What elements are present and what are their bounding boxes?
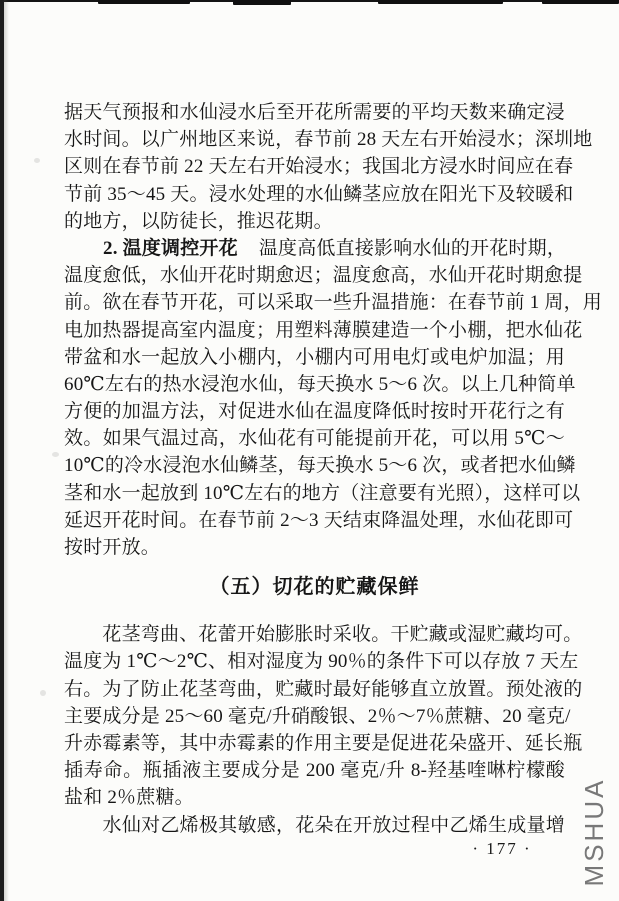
- text-line: 延迟开花时间。在春节前 2～3 天结束降温处理，水仙花即可: [64, 509, 574, 531]
- scan-edge-top-blob: [98, 0, 190, 4]
- text-line: 带盆和水一起放入小棚内，小棚内可用电灯或电炉加温；用: [64, 346, 565, 368]
- text-line: 据天气预报和水仙浸水后至开花所需要的平均天数来确定浸: [64, 102, 565, 123]
- text-line: 升赤霉素等，其中赤霉素的作用主要是促进花朵盛开、延长瓶: [64, 732, 583, 754]
- text-line: 右。为了防止花茎弯曲，贮藏时最好能够直立放置。预处液的: [64, 678, 583, 700]
- paragraph-storage-solution: [64, 621, 583, 811]
- text-line: 电加热器提高室内温度；用塑料薄膜建造一个小棚，把水仙花: [64, 319, 583, 341]
- text-line: 插寿命。瓶插液主要成分是 200 毫克/升 8-羟基喹啉柠檬酸: [64, 760, 565, 782]
- scan-edge-top: [0, 0, 619, 2]
- text-line: 区则在春节前 22 天左右开始浸水；我国北方浸水时间应在春: [64, 156, 574, 178]
- text-line: 温度为 1℃～2℃、相对湿度为 90％的条件下可以存放 7 天左: [64, 651, 579, 673]
- scan-edge-top-blob: [542, 0, 619, 4]
- text-line: 茎和水一起放到 10℃左右的地方（注意要有光照），这样可以: [64, 482, 581, 504]
- text-line: 的地方，以防徒长，推迟花期。: [64, 210, 333, 232]
- watermark: MSHUA: [579, 777, 609, 887]
- text-line: 水时间。以广州地区来说，春节前 28 天左右开始浸水；深圳地: [64, 129, 593, 151]
- text-line: 前。欲在春节开花，可以采取一些升温措施：在春节前 1 周，用: [64, 292, 603, 314]
- paragraph-soaking-continuation: [64, 99, 593, 235]
- scan-speck: [52, 452, 59, 457]
- scan-edge-top-blob: [233, 0, 291, 5]
- paragraph-ethylene: [64, 812, 565, 839]
- paragraph-temperature-control: [64, 235, 603, 561]
- text-line: 温度愈低，水仙开花时期愈迟；温度愈高，水仙开花时期愈提: [64, 265, 583, 287]
- text-line: 节前 35～45 天。浸水处理的水仙鳞茎应放在阳光下及较暖和: [64, 183, 574, 205]
- scan-speck: [40, 690, 46, 696]
- subheading-temperature-control: 2. 温度调控开花: [103, 237, 238, 259]
- text-line: 方便的加温方法，对促进水仙在温度降低时按时开花行之有: [64, 401, 565, 423]
- text-line: 10℃的冷水浸泡水仙鳞茎，每天换水 5～6 次，或者把水仙鳞: [64, 455, 576, 477]
- text-line: [64, 235, 565, 262]
- paragraph-lines: [64, 262, 603, 561]
- scan-edge-top-blob: [378, 0, 503, 4]
- text-line: 效。如果气温过高，水仙花有可能提前开花，可以用 5℃～: [64, 428, 565, 450]
- section-heading-cut-flower-storage: （五）切花的贮藏保鲜: [209, 576, 420, 599]
- text-line: 盐和 2％蔗糖。: [64, 787, 194, 809]
- text-line: 按时开放。: [64, 537, 161, 558]
- text-line: 花茎弯曲、花蕾开始膨胀时采收。干贮藏或湿贮藏均可。: [64, 624, 583, 646]
- text-line: 水仙对乙烯极其敏感，花朵在开放过程中乙烯生成量增: [64, 814, 565, 836]
- text-block: [64, 99, 603, 839]
- text-line: 60℃左右的热水浸泡水仙，每天换水 5～6 次。以上几种简单: [64, 373, 576, 395]
- scan-speck: [34, 158, 40, 163]
- text-run: 温度高低直接影响水仙的开花时期，: [258, 237, 567, 259]
- scan-edge-left-shade: [4, 0, 9, 901]
- page-number: · 177 ·: [472, 839, 532, 858]
- text-line: 主要成分是 25～60 毫克/升硝酸银、2％～7％蔗糖、20 毫克/: [64, 705, 571, 727]
